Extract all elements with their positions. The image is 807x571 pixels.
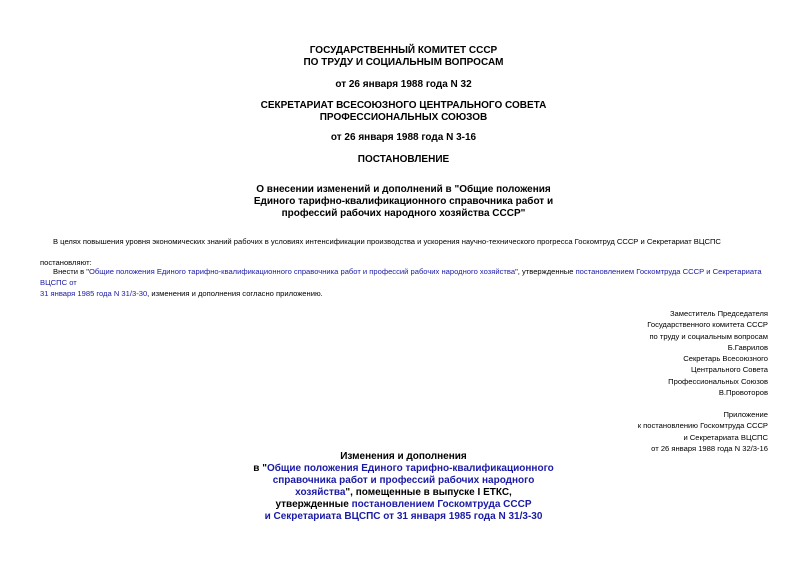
changes-line5 — [0, 511, 807, 523]
signature-line: Заместитель Председателя — [669, 309, 768, 318]
changes-line3 — [0, 487, 807, 499]
secretariat-name-line2: ПРОФЕССИОНАЛЬНЫХ СОЮЗОВ — [319, 112, 488, 123]
changes-in-prefix: в " — [253, 463, 267, 474]
signature-name: Б.Гаврилов — [727, 342, 768, 352]
changes-decree-link-line2[interactable]: и Секретариата ВЦСПС от 31 января 1985 года N 31/3-30 — [264, 511, 543, 522]
resolve-text: постановляют: — [40, 258, 92, 267]
item-suffix: , изменения и дополнения согласно приложению. — [147, 289, 323, 298]
signature-line: Государственного комитета СССР — [647, 320, 768, 330]
committee-name-line1: ГОСУДАРСТВЕННЫЙ КОМИТЕТ СССР — [309, 45, 498, 56]
changes-issue-text: ", помещенные в выпуске I ЕТКС, — [345, 487, 512, 498]
document-type: ПОСТАНОВЛЕНИЕ — [357, 154, 450, 165]
changes-decree-link-line1[interactable]: постановлением Госкомтруда СССР — [351, 499, 532, 510]
secretariat-date: от 26 января 1988 года N 3-16 — [330, 132, 477, 143]
appendix-line: Приложение — [723, 410, 768, 419]
signature-line: Центрального Совета — [691, 365, 768, 375]
preamble-text: В целях повышения уровня экономических знаний рабочих в условиях интенсификации производства и ускорения научно-технического прогресса Госкомтруд СССР и Секретариат ВЦСПС — [53, 237, 721, 246]
general-provisions-link[interactable]: Общие положения Единого тарифно-квалификационного справочника работ и профессий рабочих народного хозяйства — [88, 267, 516, 276]
signature-line: по труду и социальным вопросам — [649, 331, 768, 341]
secretariat-name-line1: СЕКРЕТАРИАТ ВСЕСОЮЗНОГО ЦЕНТРАЛЬНОГО СОВЕТА — [260, 100, 547, 111]
signature-name: В.Провоторов — [718, 388, 768, 398]
appendix-line: от 26 января 1988 года N 32/3-16 — [651, 443, 768, 453]
changes-provisions-link-line2[interactable]: справочника работ и профессий рабочих народного — [272, 475, 535, 486]
decree-link-part2[interactable]: 31 января 1985 года N 31/3-30 — [40, 289, 148, 298]
changes-provisions-link-line3[interactable]: хозяйства — [295, 487, 346, 498]
item-mid: ", утвержденные — [515, 267, 576, 276]
changes-line1 — [0, 463, 807, 475]
title-line3: профессий рабочих народного хозяйства СССР" — [281, 208, 526, 219]
committee-name-line2: ПО ТРУДУ И СОЦИАЛЬНЫМ ВОПРОСАМ — [303, 57, 504, 68]
changes-line2 — [0, 475, 807, 487]
appendix-line: к постановлению Госкомтруда СССР — [637, 421, 768, 431]
signature-line: Профессиональных Союзов — [668, 376, 768, 386]
signature-block — [647, 308, 768, 398]
resolution-item — [40, 266, 775, 299]
appendix-line: и Секретариата ВЦСПС — [683, 432, 768, 442]
changes-approved-prefix: утвержденные — [275, 499, 352, 510]
committee-date: от 26 января 1988 года N 32 — [335, 79, 472, 90]
signature-line: Секретарь Всесоюзного — [683, 354, 768, 364]
changes-provisions-link-line1[interactable]: Общие положения Единого тарифно-квалификационного — [266, 463, 554, 474]
appendix-block — [638, 409, 768, 454]
title-line2: Единого тарифно-квалификационного справочника работ и — [253, 196, 554, 207]
item-prefix: Внести в " — [53, 267, 89, 276]
changes-line4 — [0, 499, 807, 511]
title-line1: О внесении изменений и дополнений в "Общие положения — [256, 184, 551, 195]
changes-title: Изменения и дополнения — [340, 451, 467, 462]
decree-link-part1[interactable]: постановлением Госкомтруда СССР и Секретариата ВЦСПС от — [40, 267, 762, 287]
